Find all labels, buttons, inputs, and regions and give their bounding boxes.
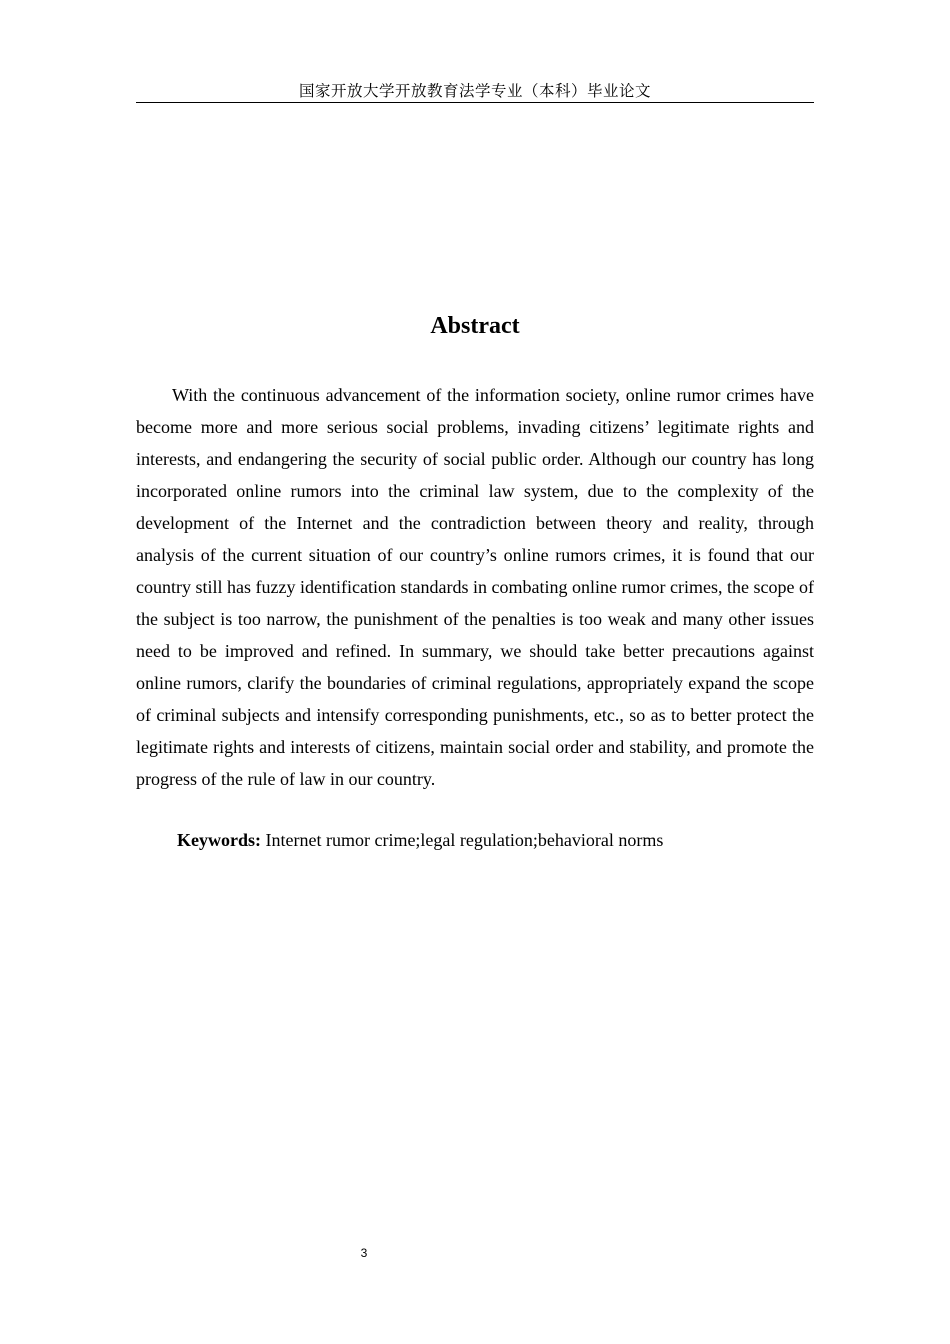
page-header: 国家开放大学开放教育法学专业（本科）毕业论文: [136, 80, 814, 103]
keywords-label: Keywords:: [177, 830, 261, 850]
keywords-line: [177, 824, 814, 856]
page-number: 3: [360, 1246, 368, 1260]
abstract-title: Abstract: [430, 313, 520, 339]
keywords-value: Internet rumor crime;legal regulation;behavioral norms: [261, 830, 664, 850]
abstract-body: With the continuous advancement of the information society, online rumor crimes have become more and more serious social problems, invading citizens’ legitimate rights and interests, and endangering the security of social public order. Although our country has long incorporated online rumors into the criminal law system, due to the complexity of the development of the Internet and the contradiction between theory and reality, through analysis of the current situation of our country’s online rumors crimes, it is found that our country still has fuzzy identification standards in combating online rumor crimes, the scope of the subject is too narrow, the punishment of the penalties is too weak and many other issues need to be improved and refined. In summary, we should take better precautions against online rumors, clarify the boundaries of criminal regulations, appropriately expand the scope of criminal subjects and intensify corresponding punishments, etc., so as to better protect the legitimate rights and interests of citizens, maintain social order and stability, and promote the progress of the rule of law in our country.: [136, 385, 814, 789]
